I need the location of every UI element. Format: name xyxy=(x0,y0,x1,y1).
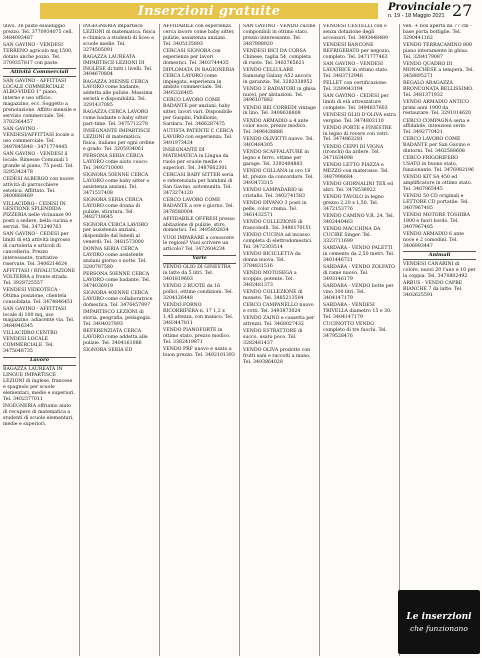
column-divider xyxy=(79,24,80,656)
classified-ad: VENDO 2 RADIATORI in ghisa nuovi, per abitazioni. Tel. 3496107882 xyxy=(243,86,316,104)
classified-ad: SAN GAVINO - AFFITTASI LOCALE COMMERCIALE ALBO-VIDEO 1° piano, interno e uso ufficio, magazzino, ecc. Soggetto a prenotazione. Affitto mensile e servizio commerciale. Tel. 3702364457 xyxy=(3,78,76,125)
classified-ad: CERCO FRIGORIFERO USATO in buono stato, funzionante. Tel. 3476982196 xyxy=(403,156,474,174)
classified-ad: VILLACIDRO CENTRO VENDESI LOCALE COMMERCIALE. Tel. 3475048735 xyxy=(3,331,58,355)
classified-ad: VENDO OLIO DI GINESTRA in latte da 5 litri. Tel. 3401819603 xyxy=(163,265,231,283)
classified-ad: SAN GAVINO - AFFITTASI locale di 100 mq, uso magazzino, adiacente via. Tel. 3484946345 xyxy=(3,306,75,330)
classified-ad: VENDO KIT SA 450 ed amplificatore in ottimo stato. Tel. 3407965445 xyxy=(403,175,473,193)
classified-ad: ven. + box aperta da 77 cm - base porta bottiglie. Tel. 3290441162 xyxy=(403,24,472,41)
classified-ad: SARDARA - VENDO ZOLFATO di rame nuovo. Tel. 3493146179 xyxy=(323,265,395,282)
classified-ad: VENDO ARMADIO a 4 ante color noce, prezzo modico. Tel. 3496438886 xyxy=(243,118,309,136)
classified-ad: AFFIDABILE OFFRESI presso abitazione di pulizie, stiro, domestici. Tel. 3495802834 xyxy=(163,216,235,234)
promo-line-2: che funzionano xyxy=(410,623,468,633)
classified-ad: AFFIDABILE con esperienza cerca lavoro come baby sitter, pulizie, assistenza anziani. Tel. 3405135893 xyxy=(163,24,235,47)
issue-date: n. 19 - 18 Maggio 2021 xyxy=(388,13,445,19)
classified-ad: CERCASI BABY SITTER seria e referenziata per bambini di San Gavino, automunita. Tel. 3473274120 xyxy=(163,172,234,196)
classified-ad: VENDO FORNO RICORRIFERA n. 17 1,2 x 1,45 altezza, con manico. Tel. 3483447811 xyxy=(163,303,234,326)
classified-ad: CUCINOTTO VENDO completo di tre fuochi. Tel. 3479528476 xyxy=(323,321,387,339)
classified-ad: REFERENZIATA CERCA LAVORO come addetta alle pulizie. Tel. 3404161086 xyxy=(83,328,148,346)
classified-ad: VILLACIDRO - CEDESI IN GESTIONE SPLENDIDA PIZZERIA nelle vicinanze 90 posti a sedere, bella cucina e servizi. Tel. 3472240763 xyxy=(3,201,73,231)
classified-ad: SAN GAVINO - VENDESI/AFFITTASI locale a uso commerciale. Tel. 3487845848 - 3471774445 xyxy=(3,127,74,150)
classified-ad: VENDO BEI CORREDI vintage in lino. Tel. 3408638808 xyxy=(243,105,316,117)
classified-ad: SAN GAVINO - VENDO cucine componibili in ottimo stato, prezzo interessante. Tel. 3487898920 xyxy=(243,24,316,47)
section-heading: Animali xyxy=(403,251,476,260)
classified-ad: CERCO LAVORO COME BADANTE per San Gavino e dintorni. Tel. 3402588608 xyxy=(403,137,470,155)
ad-column-2 xyxy=(83,24,156,656)
classified-ad: VENDO ZAINO e cassetta per attrezzi. Tel. 3468027432 xyxy=(243,315,315,327)
classified-ad: VENDO QUADRO DI MONACHESE a tempera. Tel. 3458895271 xyxy=(403,61,475,79)
classified-ad: AUTISTA PATENTE C CERCA LAVORO con esperienza. Tel. 3491973424 xyxy=(163,129,234,146)
classified-ad: INGEGNERIA impartisce LEZIONI di matematica, fisica e chimica a studenti di liceo e scuole medie. Tel. 3274505091 xyxy=(83,24,156,53)
classified-ad: VENDO DIVANO 3 posti in pelle, color crema. Tel. 3461432571 xyxy=(243,201,307,219)
ad-column-1 xyxy=(3,24,76,656)
page-header xyxy=(0,0,482,22)
classified-ad: RAGAZZA 30ENNE CERCA LAVORO come badante, addetta alle pulizie. Massima serietà e disponibilità. Tel. 3291437085 xyxy=(83,79,153,109)
classified-ad: REGALO ARAGAZZA BRONCONATA BELLISSIMO. Tel. 3481371932 xyxy=(403,80,474,98)
classified-ad: VENDO TAVOLO in legno grezzo 2,20 x 1,50. Tel. 3472153776 xyxy=(323,195,384,213)
classified-ad: VENDO CAMINO V.R. 24. Tel. 3402440463 xyxy=(323,214,395,226)
classified-ad: VENDO PRF nuovo e usato a buon prezzo. Tel. 3492101393 xyxy=(163,346,235,358)
classified-ad: VENDO 50 CD originali e LETTORE CD portatile. Tel. 3407967485 xyxy=(403,194,469,211)
classified-ad: SARDARA - VENDO PALETTI in cemento da 2,50 metri. Tel. 3401446721 xyxy=(323,246,395,263)
classified-ad: VENDO CELLULARE Samsung Galaxy A52 ancora in garanzia. Tel. 3282338952 xyxy=(243,67,313,85)
classified-ad: CERCO COMPAGNA seria e affidabile, intenzioni serie. Tel. 3492770421 xyxy=(403,118,470,136)
column-divider xyxy=(159,24,160,656)
classified-ad: SAN GAVINO - CEDESI per limiti di età attrezzature complete. Tel. 3494837603 xyxy=(323,93,389,111)
classified-ad: RAGAZZA LAUREATA IMPARTISCE LEZIONI DI INGLESE di tutti i livelli. Tel. 3494670804 xyxy=(83,54,153,78)
classified-ad: VENDO COLLEZIONE di monete. Tel. 3485213504 xyxy=(243,289,304,301)
classified-ad: VENDO MOTOSEGA a scoppio, potente. Tel. 3402481373 xyxy=(243,270,297,288)
column-divider xyxy=(399,24,400,656)
classified-ad: SAN GAVINO - CEDESI per limiti di età attività ingrosso di cartoleria e articoli di cancelleria. Prezzo interessante, trattative riservate. Tel. 3406214624 xyxy=(3,232,71,267)
classified-ad: AFFITTASI / RIVALUTAZIONE VOLTERRA a fronte strada. Tel. 3928725557 xyxy=(3,268,76,286)
classified-ad: VENDO TERRACAMINO 800 piano interamente in ghisa. Tel. 3284179087 xyxy=(403,42,472,60)
classified-ad: VENDO ARMADIO ANTICO primi anni 1900 da restaurare. Tel. 3291014620 xyxy=(403,99,471,117)
classified-ad: CERCO LAVORO COME BADANTE a ore o giorno. Tel. 3478580004 xyxy=(163,197,234,215)
classified-ad: VENDESI BICI DA CORSA Chinese, taglia 54, completa di ruote. Tel. 3483765621 xyxy=(243,48,311,66)
ad-column-6 xyxy=(403,24,476,586)
ad-column-5 xyxy=(323,24,396,656)
column-divider xyxy=(319,24,320,656)
classified-ad: VENDESI CANARINI di colore, nuovi 20 l'uno e 10 per la coppia. Tel. 3470802492 xyxy=(403,261,476,279)
classified-ad: IMPARTISCO LEZIONI di storia, geografia, pedagogia. Tel. 3404037893 xyxy=(83,309,152,327)
classified-ad: ulivo, 36 paste esaudiggio prezzo. Tel. 3770934075 cell. 3484093487 xyxy=(3,24,73,41)
classified-ad: VENDO LAMPADARIO in cristallo. Tel. 3402741583 xyxy=(243,188,306,200)
classified-ad: SIGNORA CERCA LAVORO per assistenza anziani, disponibile dal lunedì al venerdì. Tel. 3481573000 xyxy=(83,222,148,246)
classified-ad: VENDESI BANCONE REFRIGERATO per negozio, completo. Tel. 3471777463 xyxy=(323,42,391,60)
classified-ad: CERCO CAMPANELLO nuovo e rotti. Tel. 3493873024 xyxy=(243,302,314,314)
classified-ad: VENDO COLLEZIONE di francobolli. Tel. 3486170151 xyxy=(243,220,312,232)
classified-ad: VENDO MACCHINA DA CUCIRE Singer. Tel. 3323711699 xyxy=(323,227,381,245)
classified-ad: INGEGNERIA offriamo aiuto di recupero di matematica a studenti di scuole elementari, medie e superiori. xyxy=(3,403,74,427)
classified-ad: VENDESI OLIO D'OLIVA extra vergine. Tel. 3474803110 xyxy=(323,112,396,124)
column-divider xyxy=(239,24,240,656)
classified-ad: SARDARA - VENDESI TRIVELLA diametro 15 e 30. Tel. 3404147179 xyxy=(323,302,392,320)
classified-ad: VENDO ARMADIO 6 ante noce e 2 comodini. Tel. 3406993447 xyxy=(403,231,464,249)
classified-ad: DONNA SERIA CERCA LAVORO come assistente anziani giorno o notte. Tel. 3280787580 xyxy=(83,247,147,271)
classified-ad: PELLET con certificazione. Tel. 3289043194 xyxy=(323,80,388,92)
classified-ad: RAGAZZA CERCA LAVORO come badante o baby sitter part-time. Tel. 3475712278 xyxy=(83,110,149,128)
classified-ad: VENDO ESTRATTORE di succo, usato poco. Tel. 3282481437 xyxy=(243,328,303,346)
classified-ad: CERCASI SIGNORA con esperienza per lavori domestici. Tel. 3403744435 xyxy=(163,48,229,66)
classified-ad: VENDO PIANOFORTE in ottimo stato, prezzo modico. Tel. 3382419871 xyxy=(163,327,231,345)
classified-ad: INSEGNANTE IMPARTISCE LEZIONI di matematica, fisica, italiano per ogni ordine e grado. Tel. 3205934061 xyxy=(83,129,155,152)
classified-ad: SAN GAVINO - VENDESI LAVATRICE in ottimo stato. Tel. 3483712946 xyxy=(323,61,389,79)
promo-line-1: Le inserzioni xyxy=(406,611,472,622)
classified-ad: VENDESI VIDEOTECA - Ottima posizione, clientela consolidata. Tel. 3474846451 xyxy=(3,287,73,305)
newspaper-logo: Provinciale xyxy=(388,2,451,13)
section-heading: Lavoro xyxy=(3,357,76,366)
classified-ad: VENDO GIORNALINI TEX ed altri. Tel. 3478538922 xyxy=(323,182,394,194)
classified-ad: VENDO SCAFFALATURE in legno e ferro, ottime per garage. Tel. 3392404883 xyxy=(243,150,309,168)
classified-ad: RAGAZZA LAUREATA IN LINGUE IMPARTISCE LEZIONI di inglese, francese e spagnolo per scuole elementari, medie e superiori. Tel. 3402377011 xyxy=(3,367,75,402)
classified-ad: SIGNORA 50ENNE CERCA LAVORO come baby sitter o assistenza anziani. Tel. 3471537408 xyxy=(83,172,150,196)
classified-ad: PERSONA 50ENNE CERCA LAVORO come badante. Tel. 3474036919 xyxy=(83,272,151,289)
section-title: Inserzioni gratuite xyxy=(137,3,281,19)
classified-ad: VENDO PORTE e FINESTRE in legno di rovere con vetri. Tel. 3474863281 xyxy=(323,125,392,143)
classified-ad: VENDO 2 RUOTE da 16 pollici, ottime condizioni. Tel. 3204126448 xyxy=(163,284,234,302)
classified-ad: VENDO LETTO PIAZZA e MEZZO con materasso. Tel. 3487998684 xyxy=(323,163,390,181)
section-title-band xyxy=(40,3,378,19)
classified-ad: CEDESI ALBERGO con nuove attività di parrucchiere estetica. Affittato. Tel. 3400868469 xyxy=(3,176,74,200)
classified-ad: VENDO COLLANA in oro 18 kt, prezzo da concordare. Tel. 3493473315 xyxy=(243,169,314,187)
classified-ad: VUOI IMPARARE a conoscere le regioni? Vuoi scrivere un articolo? Tel. 3472604234 xyxy=(163,235,235,253)
classified-ad: VENDO BICICLETTA da donna nuova. Tel. 3784831516 xyxy=(243,252,301,269)
section-heading: Attività Commerciali xyxy=(3,68,76,77)
classified-ad: VENDO OLIVA prodotto con frutti sani e raccolti a mano. Tel. 3493864028 xyxy=(243,347,311,365)
classified-ad: VENDO CUCINA ad incasso completa di elettrodomestici. Tel. 3472303514 xyxy=(243,233,313,250)
classified-ad: CERCO LAVORO COME BADANTE per anziani, baby sitter, lavori vari. Disponibile per Guspini, Pabillonis, Sardara. Tel. 3466287475 xyxy=(163,98,233,128)
classified-ad: VENDO MOTORE TOSHIBA 1800 e fuori bordo. Tel. 3407967485 xyxy=(403,213,471,230)
classified-ad: ARBUS - VENDO CAPRE BIANCHE 7 da latte. Tel. 3402625591 xyxy=(403,280,463,298)
classified-ad: VENDO OLIVETTI nuovo. Tel. 3403484305 xyxy=(243,137,315,149)
classified-ad: SAN GAVINO - VENDESI il locale. Rimesse Comunali 1 grande al piano, 75 posti. Tel. 3295342478 xyxy=(3,151,74,175)
classified-ad: VENDO CEPPI DI VIGNA (tronchi) da ardere. Tel. 3471834898 xyxy=(323,144,384,162)
classified-ad: SIGNORA 40ENNE CERCA LAVORO come collaboratrice domestica. Tel. 3476457897 xyxy=(83,291,153,308)
ad-column-4 xyxy=(243,24,316,656)
classified-ad: DIPLOMATA IN RAGIONERIA CERCA LAVORO come impiegata, esperienza in ambito commerciale. Tel. 3495326405 xyxy=(163,67,235,97)
ad-column-3 xyxy=(163,24,236,656)
classified-ad: SARDARA - VENDO botte per vino 300 litri. Tel. 3404147179 xyxy=(323,283,394,301)
promo-box xyxy=(398,590,480,654)
classified-ad: SIGNORA SERIA CERCA LAVORO come donna di pulizie, stiratura. Tel. 3482718645 xyxy=(83,197,143,221)
classified-ad: SAN GAVINO - VENDESI TERRENO agricolo mq 1500, dotato anche pozzo. Tel. 3709357817 con paste. xyxy=(3,42,73,66)
classified-ad: PERSONA SERIA CERCA LAVORO come aiuto cuoco. Tel. 3492710000 xyxy=(83,153,149,171)
section-heading: Varie xyxy=(163,255,236,264)
classified-ad: INSEGNANTE DI MATEMATICA in Lingua da ruolo per scuole medie e superiori. Tel. 3487662301 xyxy=(163,148,229,171)
page-number: 27 xyxy=(452,1,473,20)
classified-ad: SIGNORA SERIA ED xyxy=(83,347,133,353)
classified-ad: VENDESI CESTELLI con o senza dotazione degli accessori. Tel. 3493448489 xyxy=(323,24,389,41)
